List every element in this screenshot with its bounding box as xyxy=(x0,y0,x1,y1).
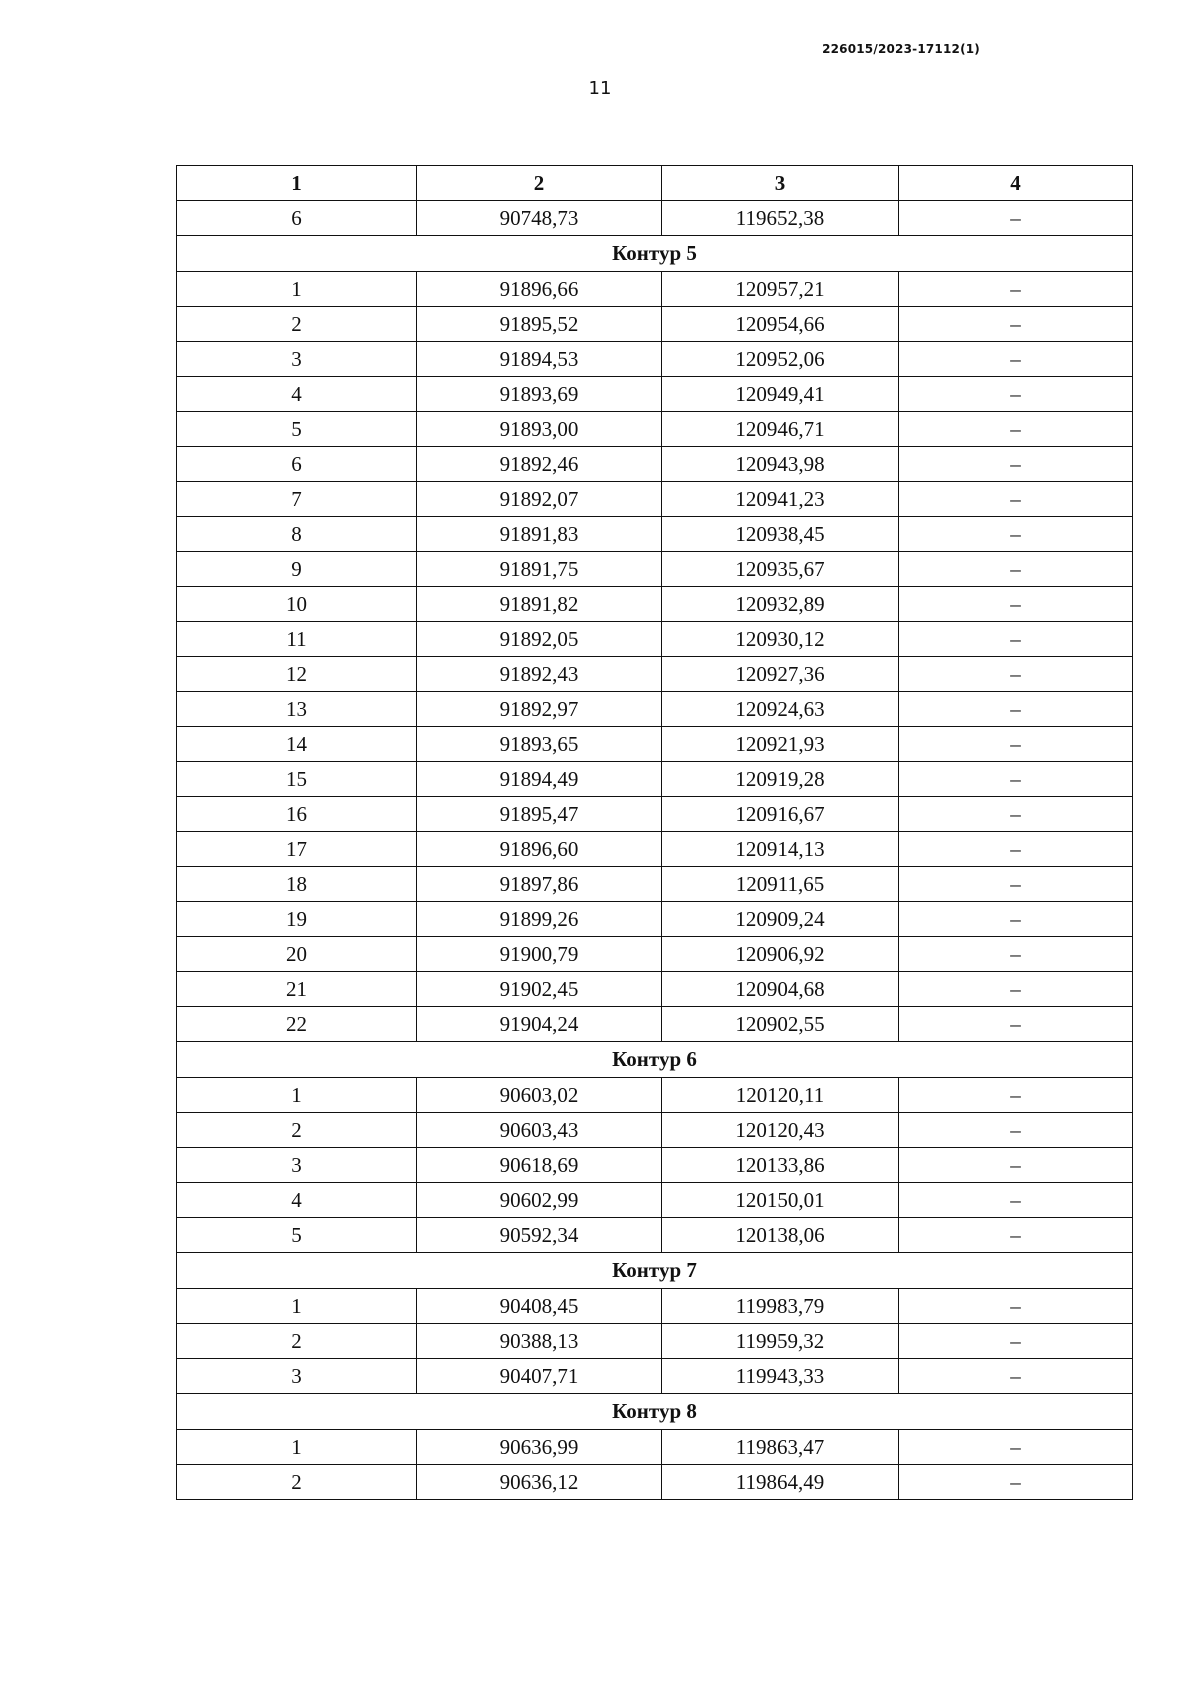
value-cell: – xyxy=(899,1430,1133,1465)
table-header-row xyxy=(177,166,1133,201)
point-number-cell: 8 xyxy=(177,517,417,552)
table-row xyxy=(177,412,1133,447)
x-coordinate-cell: 91891,75 xyxy=(417,552,662,587)
y-coordinate-cell: 120927,36 xyxy=(662,657,899,692)
x-coordinate-cell: 91893,69 xyxy=(417,377,662,412)
table-row xyxy=(177,1078,1133,1113)
table-row xyxy=(177,1007,1133,1042)
point-number-cell: 4 xyxy=(177,1183,417,1218)
section-title: Контур 8 xyxy=(177,1394,1133,1430)
table-row xyxy=(177,482,1133,517)
point-number-cell: 1 xyxy=(177,1430,417,1465)
point-number-cell: 12 xyxy=(177,657,417,692)
section-title: Контур 6 xyxy=(177,1042,1133,1078)
x-coordinate-cell: 90407,71 xyxy=(417,1359,662,1394)
table-row xyxy=(177,552,1133,587)
table-row xyxy=(177,832,1133,867)
coordinates-table xyxy=(176,165,1133,1500)
y-coordinate-cell: 120946,71 xyxy=(662,412,899,447)
x-coordinate-cell: 91899,26 xyxy=(417,902,662,937)
x-coordinate-cell: 90618,69 xyxy=(417,1148,662,1183)
value-cell: – xyxy=(899,342,1133,377)
x-coordinate-cell: 91904,24 xyxy=(417,1007,662,1042)
point-number-cell: 4 xyxy=(177,377,417,412)
point-number-cell: 1 xyxy=(177,272,417,307)
value-cell: – xyxy=(899,517,1133,552)
point-number-cell: 3 xyxy=(177,1148,417,1183)
value-cell: – xyxy=(899,972,1133,1007)
value-cell: – xyxy=(899,1218,1133,1253)
y-coordinate-cell: 120938,45 xyxy=(662,517,899,552)
y-coordinate-cell: 120916,67 xyxy=(662,797,899,832)
y-coordinate-cell: 120150,01 xyxy=(662,1183,899,1218)
x-coordinate-cell: 91896,66 xyxy=(417,272,662,307)
point-number-cell: 2 xyxy=(177,1324,417,1359)
value-cell: – xyxy=(899,657,1133,692)
value-cell: – xyxy=(899,867,1133,902)
value-cell: – xyxy=(899,622,1133,657)
table-row xyxy=(177,1289,1133,1324)
table-row xyxy=(177,972,1133,1007)
y-coordinate-cell: 120919,28 xyxy=(662,762,899,797)
value-cell: – xyxy=(899,727,1133,762)
y-coordinate-cell: 120952,06 xyxy=(662,342,899,377)
point-number-cell: 2 xyxy=(177,1113,417,1148)
point-number-cell: 20 xyxy=(177,937,417,972)
table-row xyxy=(177,622,1133,657)
x-coordinate-cell: 90748,73 xyxy=(417,201,662,236)
y-coordinate-cell: 119863,47 xyxy=(662,1430,899,1465)
table-row xyxy=(177,937,1133,972)
section-row xyxy=(177,236,1133,272)
table-row xyxy=(177,307,1133,342)
table-row xyxy=(177,727,1133,762)
y-coordinate-cell: 120120,43 xyxy=(662,1113,899,1148)
value-cell: – xyxy=(899,1359,1133,1394)
x-coordinate-cell: 91897,86 xyxy=(417,867,662,902)
value-cell: – xyxy=(899,587,1133,622)
x-coordinate-cell: 91892,05 xyxy=(417,622,662,657)
value-cell: – xyxy=(899,1324,1133,1359)
table-body xyxy=(177,201,1133,1500)
table-row xyxy=(177,657,1133,692)
y-coordinate-cell: 120911,65 xyxy=(662,867,899,902)
y-coordinate-cell: 119943,33 xyxy=(662,1359,899,1394)
y-coordinate-cell: 119652,38 xyxy=(662,201,899,236)
value-cell: – xyxy=(899,272,1133,307)
column-header: 4 xyxy=(899,166,1133,201)
table-row xyxy=(177,1183,1133,1218)
value-cell: – xyxy=(899,692,1133,727)
point-number-cell: 1 xyxy=(177,1078,417,1113)
table-row xyxy=(177,201,1133,236)
x-coordinate-cell: 90408,45 xyxy=(417,1289,662,1324)
x-coordinate-cell: 91893,00 xyxy=(417,412,662,447)
value-cell: – xyxy=(899,1148,1133,1183)
value-cell: – xyxy=(899,307,1133,342)
value-cell: – xyxy=(899,1289,1133,1324)
value-cell: – xyxy=(899,1113,1133,1148)
value-cell: – xyxy=(899,902,1133,937)
point-number-cell: 15 xyxy=(177,762,417,797)
table-row xyxy=(177,902,1133,937)
section-title: Контур 5 xyxy=(177,236,1133,272)
y-coordinate-cell: 120906,92 xyxy=(662,937,899,972)
point-number-cell: 22 xyxy=(177,1007,417,1042)
value-cell: – xyxy=(899,552,1133,587)
y-coordinate-cell: 120902,55 xyxy=(662,1007,899,1042)
value-cell: – xyxy=(899,832,1133,867)
value-cell: – xyxy=(899,201,1133,236)
y-coordinate-cell: 119983,79 xyxy=(662,1289,899,1324)
point-number-cell: 14 xyxy=(177,727,417,762)
point-number-cell: 2 xyxy=(177,1465,417,1500)
column-header: 3 xyxy=(662,166,899,201)
y-coordinate-cell: 120935,67 xyxy=(662,552,899,587)
y-coordinate-cell: 120924,63 xyxy=(662,692,899,727)
value-cell: – xyxy=(899,1183,1133,1218)
table-row xyxy=(177,1324,1133,1359)
value-cell: – xyxy=(899,762,1133,797)
value-cell: – xyxy=(899,482,1133,517)
y-coordinate-cell: 120930,12 xyxy=(662,622,899,657)
page-number: 11 xyxy=(588,78,612,99)
point-number-cell: 5 xyxy=(177,412,417,447)
table-row xyxy=(177,377,1133,412)
table-row xyxy=(177,447,1133,482)
x-coordinate-cell: 90388,13 xyxy=(417,1324,662,1359)
value-cell: – xyxy=(899,1078,1133,1113)
x-coordinate-cell: 90602,99 xyxy=(417,1183,662,1218)
table-row xyxy=(177,587,1133,622)
table-row xyxy=(177,797,1133,832)
x-coordinate-cell: 91891,82 xyxy=(417,587,662,622)
y-coordinate-cell: 119864,49 xyxy=(662,1465,899,1500)
y-coordinate-cell: 119959,32 xyxy=(662,1324,899,1359)
y-coordinate-cell: 120138,06 xyxy=(662,1218,899,1253)
value-cell: – xyxy=(899,1465,1133,1500)
x-coordinate-cell: 90603,02 xyxy=(417,1078,662,1113)
y-coordinate-cell: 120904,68 xyxy=(662,972,899,1007)
x-coordinate-cell: 91895,52 xyxy=(417,307,662,342)
point-number-cell: 2 xyxy=(177,307,417,342)
x-coordinate-cell: 91895,47 xyxy=(417,797,662,832)
y-coordinate-cell: 120954,66 xyxy=(662,307,899,342)
point-number-cell: 17 xyxy=(177,832,417,867)
point-number-cell: 21 xyxy=(177,972,417,1007)
point-number-cell: 16 xyxy=(177,797,417,832)
table-row xyxy=(177,1465,1133,1500)
point-number-cell: 3 xyxy=(177,1359,417,1394)
value-cell: – xyxy=(899,412,1133,447)
x-coordinate-cell: 90603,43 xyxy=(417,1113,662,1148)
table-row xyxy=(177,342,1133,377)
table-row xyxy=(177,762,1133,797)
value-cell: – xyxy=(899,797,1133,832)
table-row xyxy=(177,1113,1133,1148)
x-coordinate-cell: 91894,53 xyxy=(417,342,662,377)
value-cell: – xyxy=(899,377,1133,412)
point-number-cell: 9 xyxy=(177,552,417,587)
x-coordinate-cell: 91891,83 xyxy=(417,517,662,552)
x-coordinate-cell: 91902,45 xyxy=(417,972,662,1007)
y-coordinate-cell: 120921,93 xyxy=(662,727,899,762)
x-coordinate-cell: 91892,43 xyxy=(417,657,662,692)
point-number-cell: 6 xyxy=(177,201,417,236)
table-row xyxy=(177,1359,1133,1394)
point-number-cell: 10 xyxy=(177,587,417,622)
y-coordinate-cell: 120133,86 xyxy=(662,1148,899,1183)
table-row xyxy=(177,692,1133,727)
y-coordinate-cell: 120943,98 xyxy=(662,447,899,482)
point-number-cell: 11 xyxy=(177,622,417,657)
x-coordinate-cell: 91893,65 xyxy=(417,727,662,762)
table-row xyxy=(177,1148,1133,1183)
y-coordinate-cell: 120932,89 xyxy=(662,587,899,622)
value-cell: – xyxy=(899,447,1133,482)
y-coordinate-cell: 120120,11 xyxy=(662,1078,899,1113)
x-coordinate-cell: 91900,79 xyxy=(417,937,662,972)
point-number-cell: 5 xyxy=(177,1218,417,1253)
section-row xyxy=(177,1253,1133,1289)
x-coordinate-cell: 90592,34 xyxy=(417,1218,662,1253)
value-cell: – xyxy=(899,937,1133,972)
x-coordinate-cell: 91892,07 xyxy=(417,482,662,517)
x-coordinate-cell: 91892,46 xyxy=(417,447,662,482)
column-header: 1 xyxy=(177,166,417,201)
x-coordinate-cell: 91894,49 xyxy=(417,762,662,797)
document-id: 226015/2023-17112(1) xyxy=(822,42,980,56)
y-coordinate-cell: 120949,41 xyxy=(662,377,899,412)
point-number-cell: 6 xyxy=(177,447,417,482)
y-coordinate-cell: 120957,21 xyxy=(662,272,899,307)
x-coordinate-cell: 91892,97 xyxy=(417,692,662,727)
point-number-cell: 7 xyxy=(177,482,417,517)
column-header: 2 xyxy=(417,166,662,201)
point-number-cell: 13 xyxy=(177,692,417,727)
table-row xyxy=(177,1218,1133,1253)
table-row xyxy=(177,867,1133,902)
point-number-cell: 1 xyxy=(177,1289,417,1324)
section-title: Контур 7 xyxy=(177,1253,1133,1289)
point-number-cell: 3 xyxy=(177,342,417,377)
section-row xyxy=(177,1394,1133,1430)
x-coordinate-cell: 90636,12 xyxy=(417,1465,662,1500)
table-row xyxy=(177,1430,1133,1465)
point-number-cell: 19 xyxy=(177,902,417,937)
table-row xyxy=(177,517,1133,552)
point-number-cell: 18 xyxy=(177,867,417,902)
y-coordinate-cell: 120941,23 xyxy=(662,482,899,517)
x-coordinate-cell: 91896,60 xyxy=(417,832,662,867)
table-row xyxy=(177,272,1133,307)
y-coordinate-cell: 120909,24 xyxy=(662,902,899,937)
x-coordinate-cell: 90636,99 xyxy=(417,1430,662,1465)
section-row xyxy=(177,1042,1133,1078)
value-cell: – xyxy=(899,1007,1133,1042)
y-coordinate-cell: 120914,13 xyxy=(662,832,899,867)
